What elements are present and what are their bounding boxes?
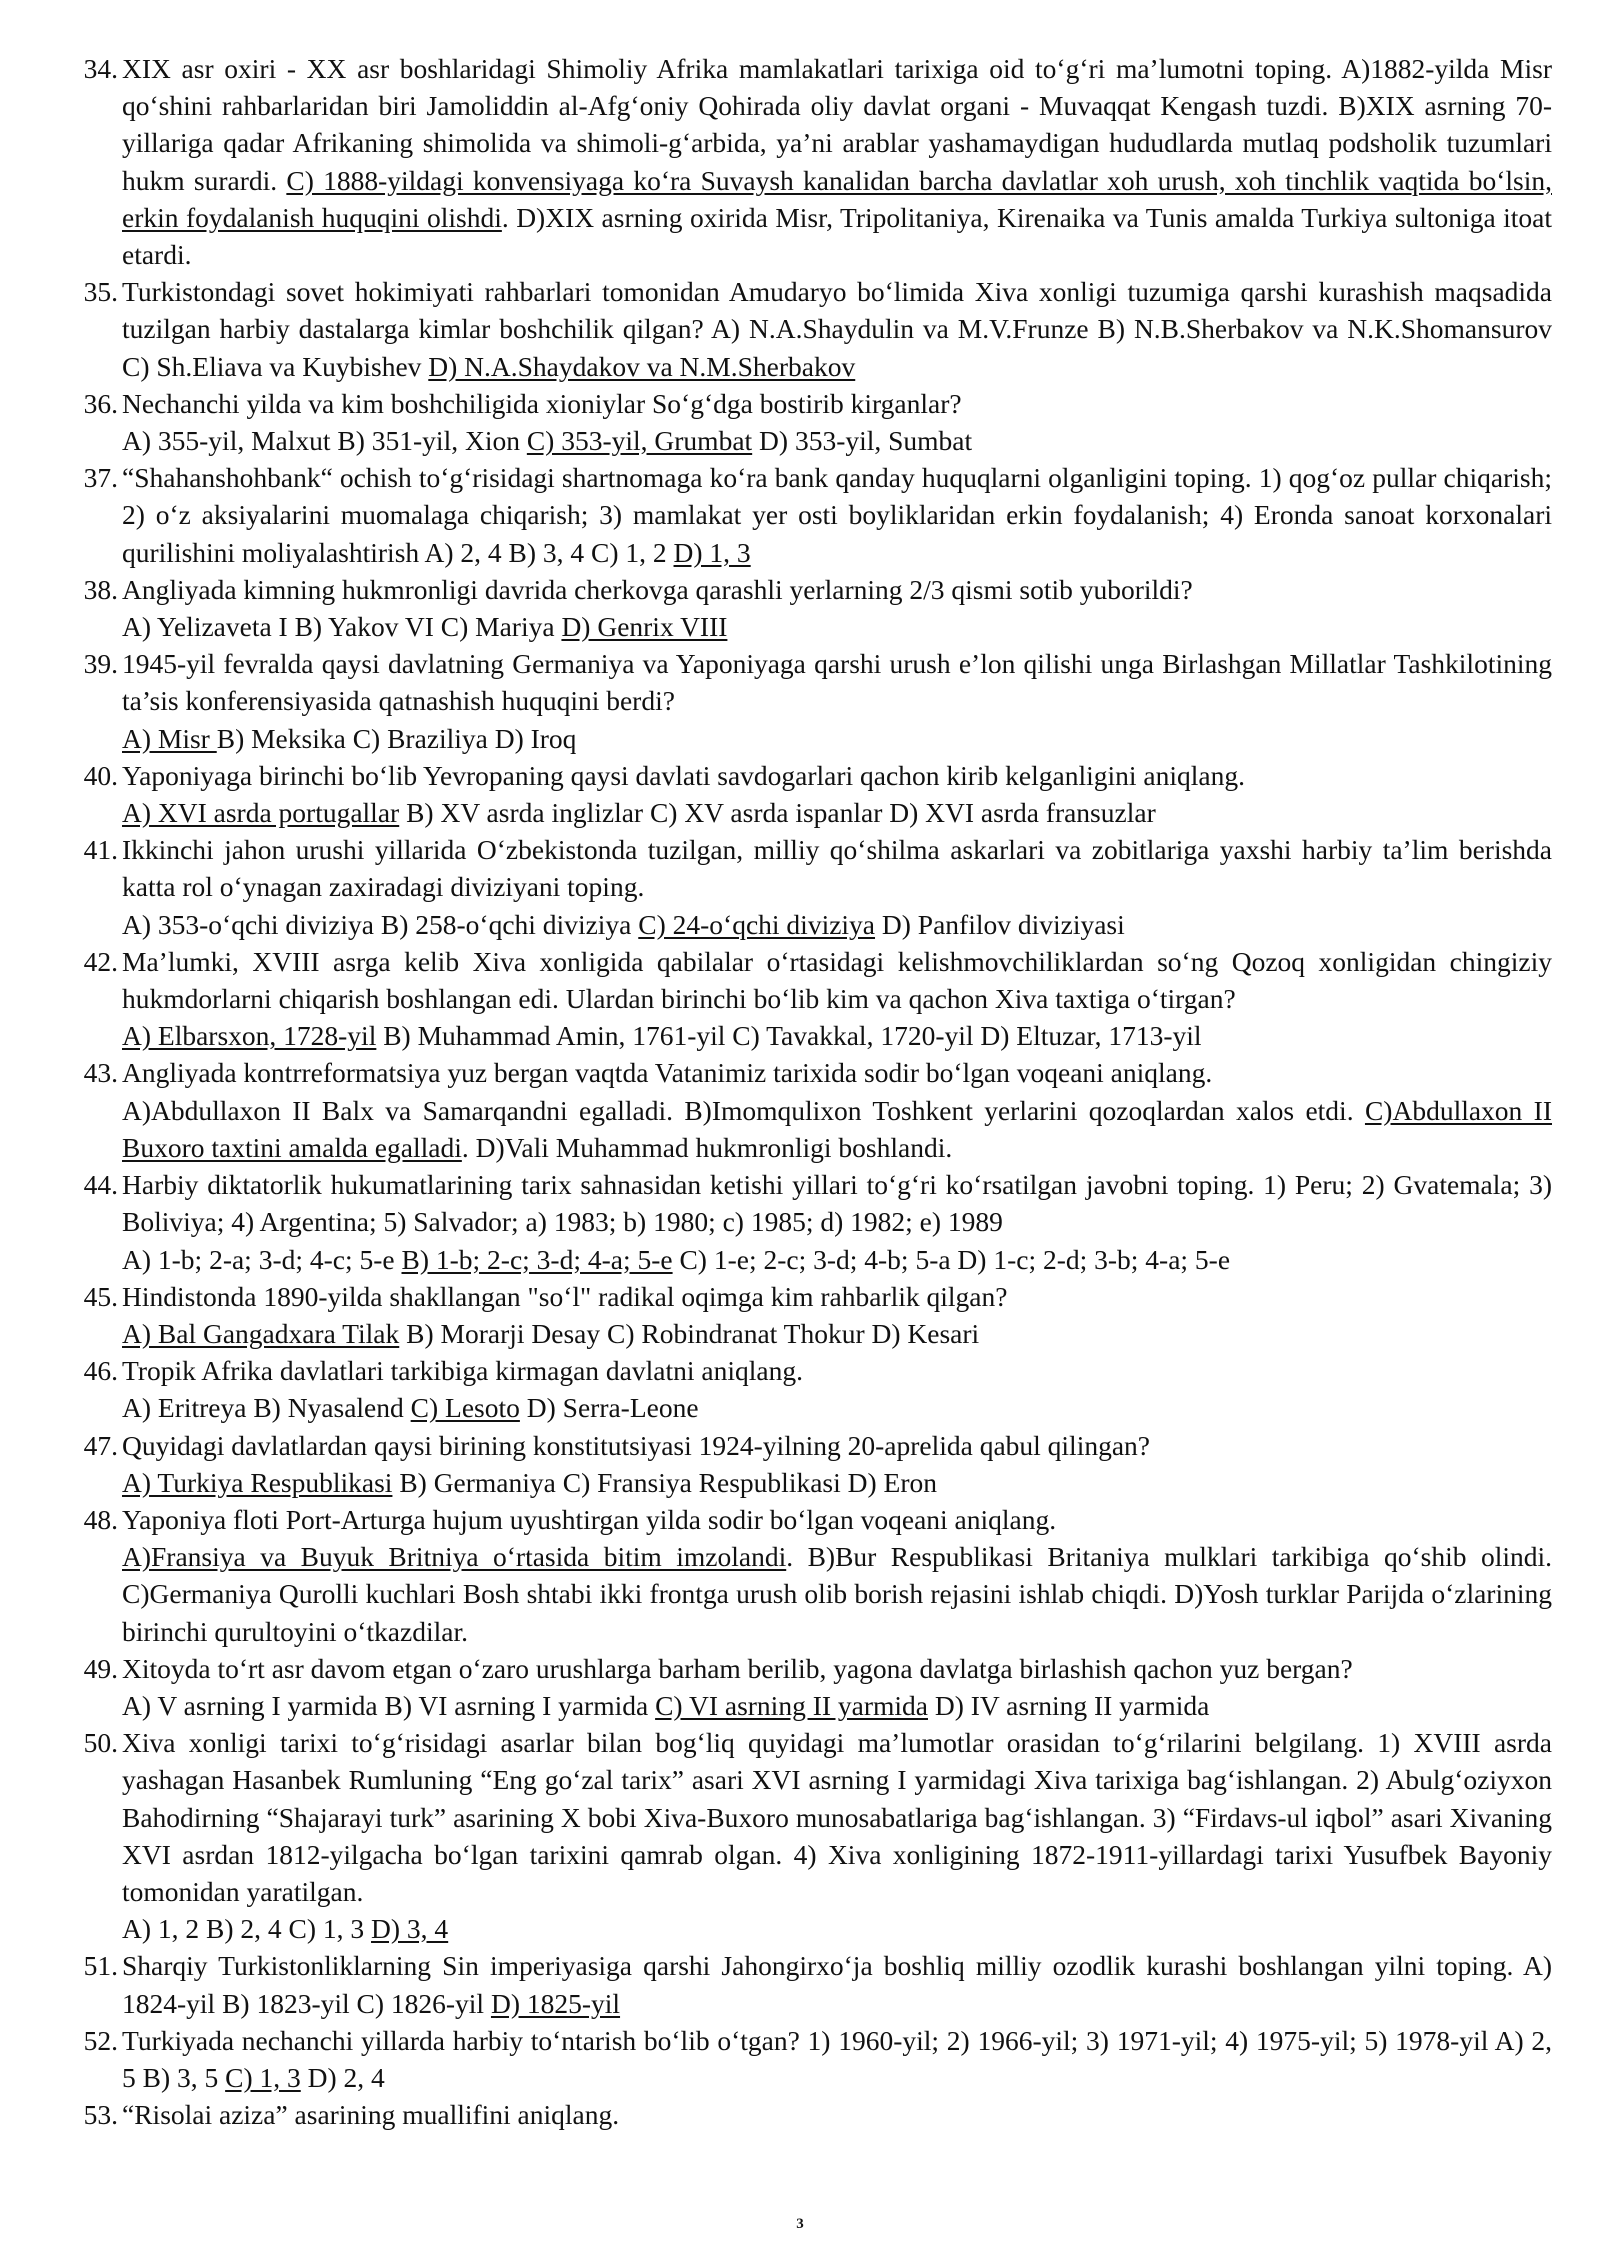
- question-text: [122, 385, 1552, 459]
- correct-answer: D) 1, 3: [673, 536, 751, 568]
- question-text: [122, 645, 1552, 757]
- question-text: [122, 1947, 1552, 2021]
- question-number: 46.: [83, 1355, 118, 1387]
- question-text: [122, 1352, 1552, 1426]
- question-segment: Quyidagi davlatlardan qaysi birining konstitutsiyasi 1924-yilning 20-aprelida qabul qilingan?: [122, 1429, 1151, 1461]
- question-segment: Ma’lumki, XVIII asrga kelib Xiva xonligida qabilalar o‘rtasidagi kelishmovchiliklardan so‘ng Qozoq xonligidan chingiziy hukmdorlarni chiqarish boshlangan edi. Ulardan birinchi bo‘lib kim va qachon Xiva taxtiga o‘tirgan?: [122, 945, 1552, 1015]
- question-segment: Hindistonda 1890-yilda shakllangan "so‘l" radikal oqimga kim rahbarlik qilgan?: [122, 1280, 1008, 1312]
- question-item: [70, 1501, 1552, 1650]
- question-number: 51.: [83, 1950, 118, 1982]
- question-segment: XIX asr oxiri - XX asr boshlaridagi Shimoliy Afrika mamlakatlari tarixiga oid to‘g‘ri ma’lumotni toping. A)1882-yilda Misr qo‘shini rahbarlaridan biri Jamoliddin al-Afg‘oniy Qohirada oliy davlat organi - Muvaqqat Kengash tuzdi. B)XIX asrning 70-yillariga qadar Afrikaning shimolida va shimoli-g‘arbida, ya’ni arablar yashamaydigan hududlarda mutlaq podsholik tuzumlari hukm surardi.: [122, 53, 1552, 196]
- question-number: 43.: [83, 1057, 118, 1089]
- page-number: 3: [796, 2216, 804, 2232]
- question-item: [70, 1427, 1552, 1501]
- question-text: [122, 831, 1552, 943]
- question-number: 41.: [83, 834, 118, 866]
- question-segment: Turkiyada nechanchi yillarda harbiy to‘ntarish bo‘lib o‘tgan? 1) 1960-yil; 2) 1966-yil; 3) 1971-yil; 4) 1975-yil; 5) 1978-yil A) 2, 5 B) 3, 5: [122, 2024, 1552, 2093]
- question-segment: Xiva xonligi tarixi to‘g‘risidagi asarlar bilan bog‘liq quyidagi ma’lumotlar orasidan to‘g‘rilarini belgilang. 1) XVIII asrda yashagan Hasanbek Rumluning “Eng go‘zal tarix” asari XVI asrning I yarmidagi Xiva tarixiga bag‘ishlangan. 2) Abulg‘oziyxon Bahodirning “Shajarayi turk” asarining X bobi Xiva-Buxoro munosabatlariga bag‘ishlangan. 3) “Firdavs-ul iqbol” asari Xivaning XVI asrdan 1812-yilgacha bo‘lgan tarixini qamrab olgan. 4) Xiva xonligining 1872-1911-yillardagi tarixi Yusufbek Bayoniy tomonidan yaratilgan.: [122, 1727, 1552, 1907]
- question-item: [70, 1166, 1552, 1278]
- question-segment: Ikkinchi jahon urushi yillarida O‘zbekistonda tuzilgan, milliy qo‘shilma askarlari va zobitlariga yaxshi harbiy ta’lim berishda katta rol o‘ynagan zaxiradagi diviziyani toping.: [122, 834, 1552, 903]
- question-segment: Yaponiyaga birinchi bo‘lib Yevropaning qaysi davlati savdogarlari qachon kirib kelganligini aniqlang.: [122, 759, 1245, 791]
- correct-answer: A) XVI asrda portugallar: [122, 797, 400, 829]
- question-segment: A) Yelizaveta I B) Yakov VI C) Mariya: [122, 611, 562, 643]
- question-item: [70, 459, 1552, 571]
- question-text: [122, 1427, 1552, 1501]
- correct-answer: D) 3, 4: [371, 1913, 449, 1945]
- question-segment: 1945-yil fevralda qaysi davlatning Germaniya va Yaponiyaga qarshi urush e’lon qilishi unga Birlashgan Millatlar Tashkilotining ta’sis konferensiyasida qatnashish huquqini berdi?: [122, 648, 1552, 717]
- correct-answer: C) VI asrning II yarmida: [655, 1689, 928, 1721]
- question-number: 36.: [83, 387, 118, 419]
- question-text: [122, 1166, 1552, 1278]
- question-number: 35.: [83, 276, 118, 308]
- correct-answer: A)Fransiya va Buyuk Britniya o‘rtasida bitim imzolandi: [122, 1541, 787, 1573]
- question-item: [70, 645, 1552, 757]
- question-number: 48.: [83, 1503, 118, 1535]
- question-text: [122, 50, 1552, 273]
- question-text: [122, 943, 1552, 1055]
- question-segment: “Risolai aziza” asarining muallifini aniqlang.: [122, 2099, 620, 2131]
- question-text: [122, 1724, 1552, 1947]
- question-number: 37.: [83, 462, 118, 494]
- question-text: [122, 1054, 1552, 1166]
- question-item: [70, 831, 1552, 943]
- question-segment: B) XV asrda inglizlar C) XV asrda ispanlar D) XVI asrda fransuzlar: [399, 797, 1156, 829]
- question-text: [122, 459, 1552, 571]
- question-segment: D) IV asrning II yarmida: [928, 1689, 1210, 1721]
- question-segment: B) Meksika C) Braziliya D) Iroq: [216, 722, 577, 754]
- question-number: 45.: [83, 1280, 118, 1312]
- correct-answer: A) Elbarsxon, 1728-yil: [122, 1020, 377, 1052]
- question-text: [122, 273, 1552, 385]
- question-text: [122, 2096, 1552, 2133]
- correct-answer: A) Bal Gangadxara Tilak: [122, 1317, 400, 1349]
- question-segment: A) 353-o‘qchi diviziya B) 258-o‘qchi diviziya: [122, 908, 639, 940]
- question-segment: Angliyada kimning hukmronligi davrida cherkovga qarashli yerlarning 2/3 qismi sotib yuborildi?: [122, 573, 1193, 605]
- question-segment: Turkistondagi sovet hokimiyati rahbarlari tomonidan Amudaryo bo‘limida Xiva xonligi tuzumiga qarshi kurashish maqsadida tuzilgan harbiy dastalarga kimlar boshchilik qilgan? A) N.A.Shaydulin va M.V.Frunze B) N.B.Sherbakov va N.K.Shomansurov C) Sh.Eliava va Kuybishev: [122, 276, 1552, 382]
- question-item: [70, 1054, 1552, 1166]
- question-segment: . B)Bur Respublikasi Britaniya mulklari tarkibiga qo‘shib olindi. C)Germaniya Qurolli kuchlari Bosh shtabi ikki frontga urush olib borish rejasini ishlab chiqdi. D)Yosh turklar Parijda o‘zlarining birinchi qurultoyini o‘tkazdilar.: [122, 1541, 1552, 1647]
- correct-answer: B) 1-b; 2-c; 3-d; 4-a; 5-e: [401, 1243, 673, 1275]
- correct-answer: A) Turkiya Respublikasi: [122, 1466, 393, 1498]
- correct-answer: D) N.A.Shaydakov va N.M.Sherbakov: [428, 350, 856, 382]
- correct-answer: C) 1888-yildagi konvensiyaga ko‘ra Suvaysh kanalidan barcha davlatlar xoh urush, xoh tinchlik vaqtida bo‘lsin, erkin foydalanish huquqini olishdi: [122, 164, 1552, 233]
- question-text: [122, 1650, 1552, 1724]
- question-item: [70, 1724, 1552, 1947]
- question-segment: A) 355-yil, Malxut B) 351-yil, Xion: [122, 425, 527, 457]
- question-item: [70, 2096, 1552, 2133]
- question-segment: A)Abdullaxon II Balx va Samarqandni egalladi. B)Imomqulixon Toshkent yerlarini qozoqlardan xalos etdi.: [122, 1094, 1365, 1126]
- question-segment: B) Muhammad Amin, 1761-yil C) Tavakkal, 1720-yil D) Eltuzar, 1713-yil: [376, 1020, 1202, 1052]
- question-segment: D) 2, 4: [300, 2061, 385, 2093]
- question-segment: A) Eritreya B) Nyasalend: [122, 1392, 411, 1424]
- question-segment: . D)XIX asrning oxirida Misr, Tripolitaniya, Kirenaika va Tunis amalda Turkiya sultoniga itoat etardi.: [122, 201, 1552, 271]
- correct-answer: C) Lesoto: [410, 1392, 520, 1424]
- question-segment: A) 1-b; 2-a; 3-d; 4-c; 5-e: [122, 1243, 402, 1275]
- question-item: [70, 1650, 1552, 1724]
- question-text: [122, 1501, 1552, 1650]
- correct-answer: C) 1, 3: [225, 2061, 301, 2093]
- question-item: [70, 943, 1552, 1055]
- question-text: [122, 2022, 1552, 2096]
- question-text: [122, 571, 1552, 645]
- question-segment: Sharqiy Turkistonliklarning Sin imperiyasiga qarshi Jahongirxo‘ja boshliq milliy ozodlik kurashi boshlangan yilni toping. A) 1824-yil B) 1823-yil C) 1826-yil: [122, 1950, 1552, 2019]
- correct-answer: D) 1825-yil: [490, 1987, 621, 2019]
- question-segment: Angliyada kontrreformatsiya yuz bergan vaqtda Vatanimiz tarixida sodir bo‘lgan voqeani aniqlang.: [122, 1057, 1213, 1089]
- question-item: [70, 1352, 1552, 1426]
- question-segment: D) Panfilov diviziyasi: [875, 908, 1125, 940]
- question-item: [70, 50, 1552, 273]
- question-number: 53.: [83, 2099, 118, 2131]
- question-item: [70, 1947, 1552, 2021]
- question-item: [70, 571, 1552, 645]
- question-item: [70, 1278, 1552, 1352]
- question-number: 40.: [83, 759, 118, 791]
- question-segment: B) Germaniya C) Fransiya Respublikasi D) Eron: [392, 1466, 937, 1498]
- question-item: [70, 273, 1552, 385]
- question-number: 49.: [83, 1652, 118, 1684]
- question-segment: B) Morarji Desay C) Robindranat Thokur D) Kesari: [399, 1317, 980, 1349]
- question-segment: “Shahanshohbank“ ochish to‘g‘risidagi shartnomaga ko‘ra bank qanday huquqlarni olganligini toping. 1) qog‘oz pullar chiqarish; 2) o‘z aksiyalarini muomalaga chiqarish; 3) mamlakat yer osti boyliklaridan erkin foydalanish; 4) Eronda sanoat korxonalari qurilishini moliyalashtirish A) 2, 4 B) 3, 4 C) 1, 2: [122, 462, 1552, 568]
- question-segment: Tropik Afrika davlatlari tarkibiga kirmagan davlatni aniqlang.: [122, 1355, 803, 1387]
- question-number: 39.: [83, 648, 118, 680]
- question-number: 50.: [83, 1727, 118, 1759]
- correct-answer: C)Abdullaxon II Buxoro taxtini amalda egalladi: [122, 1094, 1552, 1163]
- question-item: [70, 385, 1552, 459]
- question-number: 42.: [83, 945, 118, 977]
- question-segment: A) V asrning I yarmida B) VI asrning I yarmida: [122, 1689, 656, 1721]
- question-number: 38.: [83, 573, 118, 605]
- question-number: 44.: [83, 1169, 118, 1201]
- question-segment: A) 1, 2 B) 2, 4 C) 1, 3: [122, 1913, 372, 1945]
- correct-answer: C) 353-yil, Grumbat: [526, 425, 753, 457]
- question-segment: D) 353-yil, Sumbat: [752, 425, 973, 457]
- question-segment: C) 1-e; 2-c; 3-d; 4-b; 5-a D) 1-c; 2-d; 3-b; 4-a; 5-e: [672, 1243, 1231, 1275]
- question-text: [122, 1278, 1552, 1352]
- correct-answer: C) 24-o‘qchi diviziya: [638, 908, 876, 940]
- question-text: [122, 757, 1552, 831]
- correct-answer: A) Misr: [122, 722, 217, 754]
- question-list: [70, 50, 1552, 2133]
- question-segment: Yaponiya floti Port-Arturga hujum uyushtirgan yilda sodir bo‘lgan voqeani aniqlang.: [122, 1503, 1057, 1535]
- correct-answer: D) Genrix VIII: [561, 611, 728, 643]
- question-segment: D) Serra-Leone: [519, 1392, 699, 1424]
- question-item: [70, 2022, 1552, 2096]
- question-segment: Nechanchi yilda va kim boshchiligida xioniylar So‘g‘dga bostirib kirganlar?: [122, 387, 962, 419]
- question-number: 47.: [83, 1429, 118, 1461]
- question-number: 52.: [83, 2024, 118, 2056]
- question-segment: . D)Vali Muhammad hukmronligi boshlandi.: [461, 1131, 953, 1163]
- question-segment: Harbiy diktatorlik hukumatlarining tarix sahnasidan ketishi yillari to‘g‘ri ko‘rsatilgan javobni toping. 1) Peru; 2) Gvatemala; 3) Boliviya; 4) Argentina; 5) Salvador; a) 1983; b) 1980; c) 1985; d) 1982; e) 1989: [122, 1169, 1552, 1238]
- question-item: [70, 757, 1552, 831]
- question-segment: Xitoyda to‘rt asr davom etgan o‘zaro urushlarga barham berilib, yagona davlatga birlashish qachon yuz bergan?: [122, 1652, 1353, 1684]
- question-number: 34.: [83, 53, 118, 84]
